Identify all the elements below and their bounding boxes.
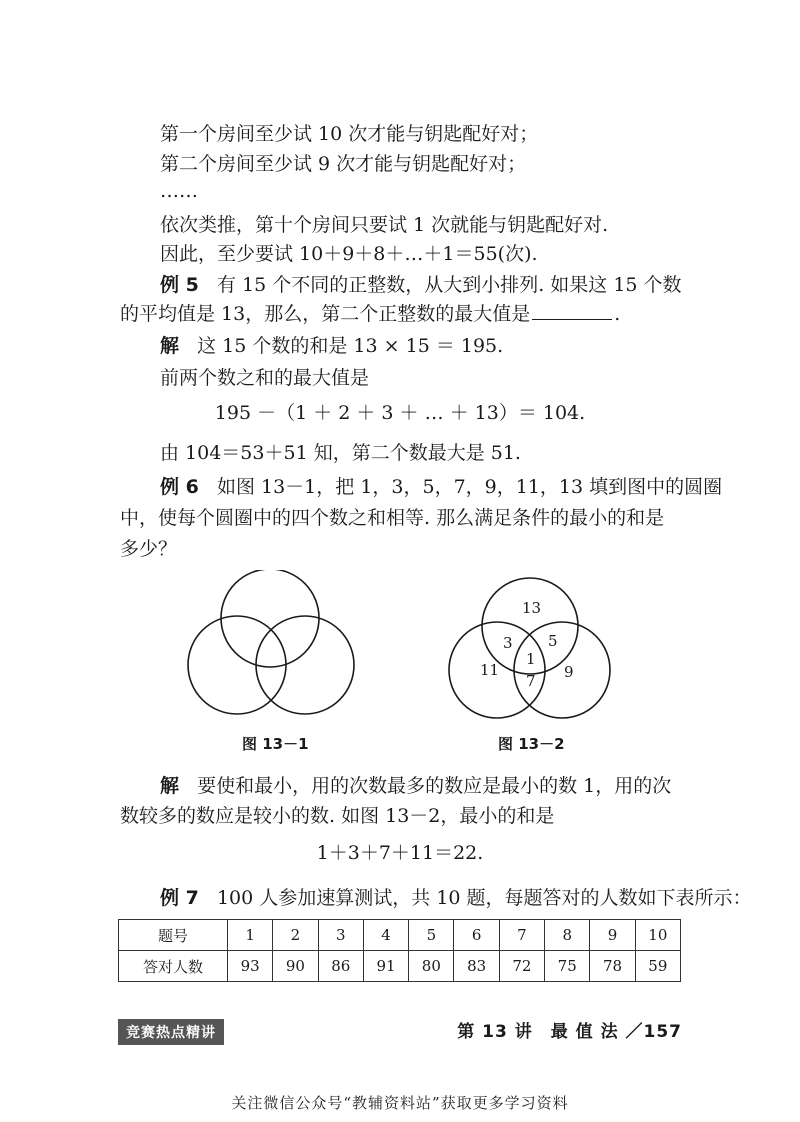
watermark: 关注微信公众号“教辅资料站”获取更多学习资料: [231, 1094, 569, 1112]
answer-table: [118, 919, 681, 982]
venn-circle-right: [256, 616, 354, 714]
table-cell: 72: [499, 951, 544, 982]
table-cell: 6: [454, 920, 499, 951]
table-cell: 86: [318, 951, 363, 982]
figure-13-1: [180, 570, 360, 720]
table-cell: 2: [273, 920, 318, 951]
venn-number-right: 9: [564, 663, 574, 681]
venn-number-left-inner: 3: [503, 634, 513, 652]
table-cell: 91: [363, 951, 408, 982]
venn-number-bottom: 7: [526, 672, 536, 690]
venn-number-left: 11: [480, 661, 500, 679]
example5-text2a: 的平均值是 13，那么，第二个正整数的最大值是: [120, 303, 531, 325]
example5-text2b: .: [614, 303, 621, 325]
table-cell: 75: [545, 951, 590, 982]
line-room1: 第一个房间至少试 10 次才能与钥匙配好对；: [160, 123, 539, 145]
page-number: ／157: [625, 1022, 682, 1042]
example5-text1: 有 15 个不同的正整数，从大到小排列. 如果这 15 个数: [216, 274, 682, 296]
example7-line: [160, 885, 752, 911]
table-cell: 10: [635, 920, 680, 951]
example6-solution1: 要使和最小，用的次数最多的数应是最小的数 1，用的次: [197, 775, 672, 797]
example5-solution3: 由 104＝53＋51 知，第二个数最大是 51.: [160, 442, 521, 464]
example6-formula: 1＋3＋7＋11＝22.: [316, 842, 484, 864]
example5-formula: 195 －（1 ＋ 2 ＋ 3 ＋ … ＋ 13）＝ 104.: [214, 402, 586, 424]
table-cell: 93: [228, 951, 273, 982]
venn-number-top: 13: [522, 599, 542, 617]
example6-text1: 如图 13－1，把 1，3，5，7，9，11，13 填到图中的圆圈: [216, 476, 723, 498]
footer-badge: 竞赛热点精讲: [118, 1019, 224, 1045]
venn-circle-left: [188, 616, 286, 714]
chapter-title: 第 13 讲 最 值 法: [457, 1022, 619, 1042]
table-cell: 5: [409, 920, 454, 951]
example6-solution-label: 解: [160, 775, 180, 797]
table-header-question: 题号: [119, 920, 228, 951]
table-cell: 80: [409, 951, 454, 982]
venn-number-right-inner: 5: [548, 632, 558, 650]
table-cell: 78: [590, 951, 635, 982]
example6-line1: [160, 474, 722, 500]
table-cell: 1: [228, 920, 273, 951]
venn-circle-top: [221, 570, 319, 667]
line-ellipsis: ……: [160, 180, 198, 202]
table-cell: 7: [499, 920, 544, 951]
example5-solution-line1: [160, 333, 503, 359]
example5-solution-label: 解: [160, 335, 180, 357]
example6-text2: 中，使每个圆圈中的四个数之和相等. 那么满足条件的最小的和是: [120, 507, 665, 529]
footer-chapter: [457, 1017, 682, 1042]
line-room2: 第二个房间至少试 9 次才能与钥匙配好对；: [160, 153, 527, 175]
table-row-questions: [119, 920, 681, 951]
answer-blank: [532, 301, 612, 320]
line-analogy: 依次类推，第十个房间只要试 1 次就能与钥匙配好对.: [160, 214, 609, 236]
table-row-correct: [119, 951, 681, 982]
table-cell: 3: [318, 920, 363, 951]
example5-line1: [160, 272, 682, 298]
example6-label: 例 6: [160, 476, 199, 498]
venn-circle-right: [514, 622, 610, 718]
table-cell: 90: [273, 951, 318, 982]
example5-line2: [120, 301, 620, 327]
figure-13-2-caption: 图 13－2: [498, 735, 565, 753]
table-cell: 8: [545, 920, 590, 951]
table-cell: 59: [635, 951, 680, 982]
example5-label: 例 5: [160, 274, 199, 296]
table-header-correct: 答对人数: [119, 951, 228, 982]
example6-text3: 多少？: [120, 538, 178, 560]
example6-solution-line1: [160, 773, 671, 799]
example7-label: 例 7: [160, 887, 199, 909]
example7-text: 100 人参加速算测试，共 10 题，每题答对的人数如下表所示：: [216, 887, 752, 909]
figure-13-2: [442, 570, 622, 720]
example5-solution1: 这 15 个数的和是 13 × 15 ＝ 195.: [197, 335, 504, 357]
table-cell: 4: [363, 920, 408, 951]
example5-solution2: 前两个数之和的最大值是: [160, 367, 370, 389]
line-total: 因此，至少要试 10＋9＋8＋…＋1＝55(次).: [160, 243, 538, 265]
figure-13-1-caption: 图 13－1: [242, 735, 309, 753]
table-cell: 83: [454, 951, 499, 982]
table-cell: 9: [590, 920, 635, 951]
example6-solution2: 数较多的数应是较小的数. 如图 13－2，最小的和是: [120, 805, 555, 827]
venn-number-center: 1: [526, 650, 536, 668]
